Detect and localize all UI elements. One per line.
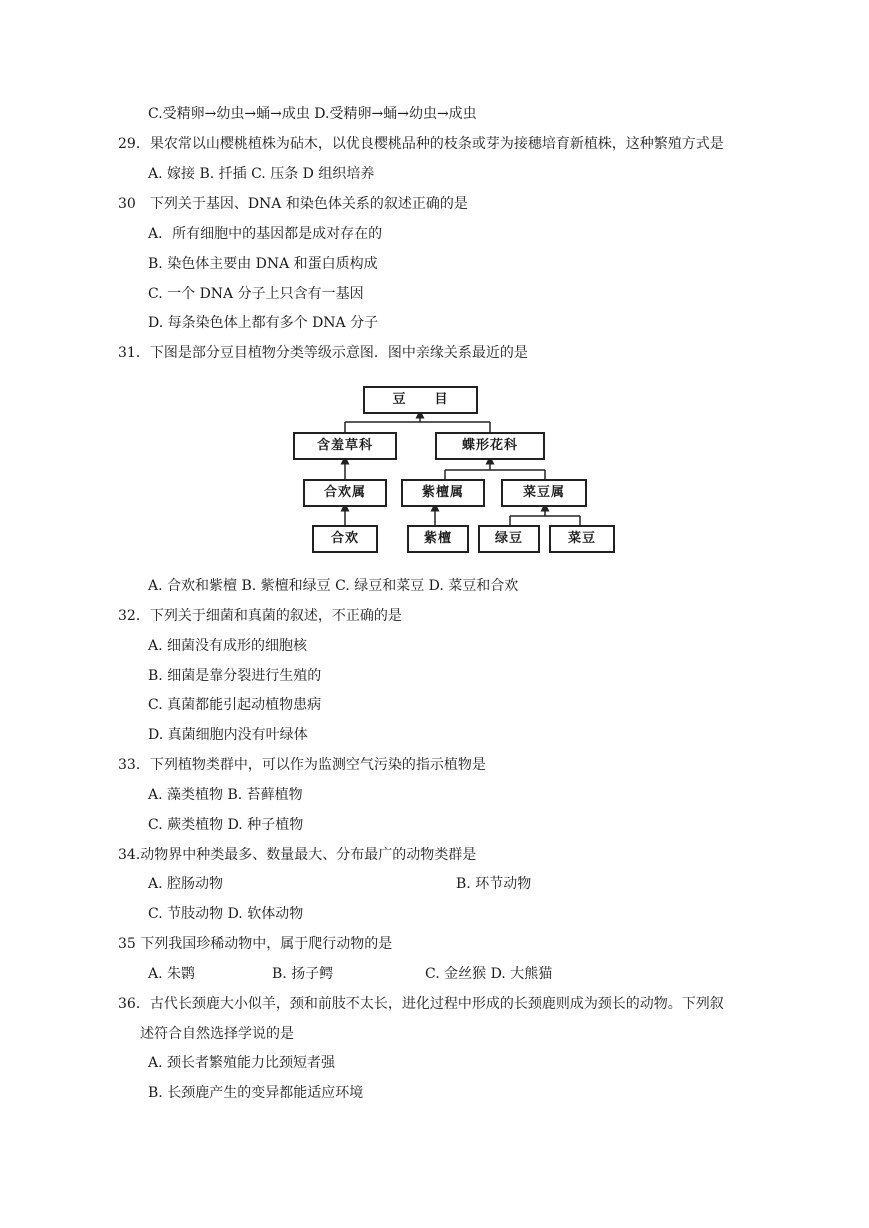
box-genus-albizia: 合欢属 [303,479,387,507]
option-30-b: B. 染色体主要由 DNA 和蛋白质构成 [148,256,378,272]
option-32-c: C. 真菌都能引起动植物患病 [148,697,322,713]
option-32-a: A. 细菌没有成形的细胞核 [148,638,308,654]
option-36-a: A. 颈长者繁殖能力比颈短者强 [148,1055,336,1071]
option-35-cd: C. 金丝猴 D. 大熊猫 [425,966,553,982]
option-33-ab: A. 藻类植物 B. 苔藓植物 [148,787,303,803]
option-30-d: D. 每条染色体上都有多个 DNA 分子 [148,315,379,331]
box-genus-pterocarpus: 紫檀属 [401,479,485,507]
option-32-b: B. 细菌是靠分裂进行生殖的 [148,668,322,684]
option-30-c: C. 一个 DNA 分子上只含有一基因 [148,286,364,302]
option-34-a: A. 腔肠动物 [148,876,224,892]
option-34-b: B. 环节动物 [456,876,532,892]
question-31: 31．下图是部分豆目植物分类等级示意图．图中亲缘关系最近的是 [118,345,528,361]
option-34-cd: C. 节肢动物 D. 软体动物 [148,906,304,922]
box-species-kidney-bean: 菜豆 [549,525,615,553]
option-30-a: A．所有细胞中的基因都是成对存在的 [148,226,383,242]
question-34: 34.动物界中种类最多、数量最大、分布最广的动物类群是 [118,847,477,863]
box-family-mimosaceae: 含羞草科 [293,432,397,460]
option-29: A. 嫁接 B. 扦插 C. 压条 D 组织培养 [148,166,375,182]
box-order: 豆 目 [363,386,478,414]
option-35-b: B. 扬子鳄 [272,966,334,982]
box-species-albizia: 合欢 [312,525,378,553]
question-30: 30 下列关于基因、DNA 和染色体关系的叙述正确的是 [118,196,468,212]
box-species-mung-bean: 绿豆 [478,525,540,553]
question-36-line1: 36．古代长颈鹿大小似羊，颈和前肢不太长，进化过程中形成的长颈鹿则成为颈长的动物。下列叙 [118,996,724,1012]
option-31: A. 合欢和紫檀 B. 紫檀和绿豆 C. 绿豆和菜豆 D. 菜豆和合欢 [148,578,519,594]
question-32: 32．下列关于细菌和真菌的叙述，不正确的是 [118,608,402,624]
option-35-a: A. 朱鹮 [148,966,196,982]
option-28-cd: C.受精卵→幼虫→蛹→成虫 D.受精卵→蛹→幼虫→成虫 [148,106,477,122]
question-36-line2: 述符合自然选择学说的是 [140,1026,294,1042]
classification-diagram [285,380,625,555]
box-genus-phaseolus: 菜豆属 [501,479,587,507]
box-species-pterocarpus: 紫檀 [407,525,469,553]
box-family-papilionaceae: 蝶形花科 [435,432,545,460]
option-32-d: D. 真菌细胞内没有叶绿体 [148,727,308,743]
question-35: 35 下列我国珍稀动物中，属于爬行动物的是 [118,936,393,952]
option-36-b: B. 长颈鹿产生的变异都能适应环境 [148,1085,364,1101]
option-33-cd: C. 蕨类植物 D. 种子植物 [148,817,304,833]
question-29: 29．果农常以山樱桃植株为砧木，以优良樱桃品种的枝条或芽为接穗培育新植株，这种繁殖方式是 [118,136,724,152]
question-33: 33．下列植物类群中，可以作为监测空气污染的指示植物是 [118,757,486,773]
